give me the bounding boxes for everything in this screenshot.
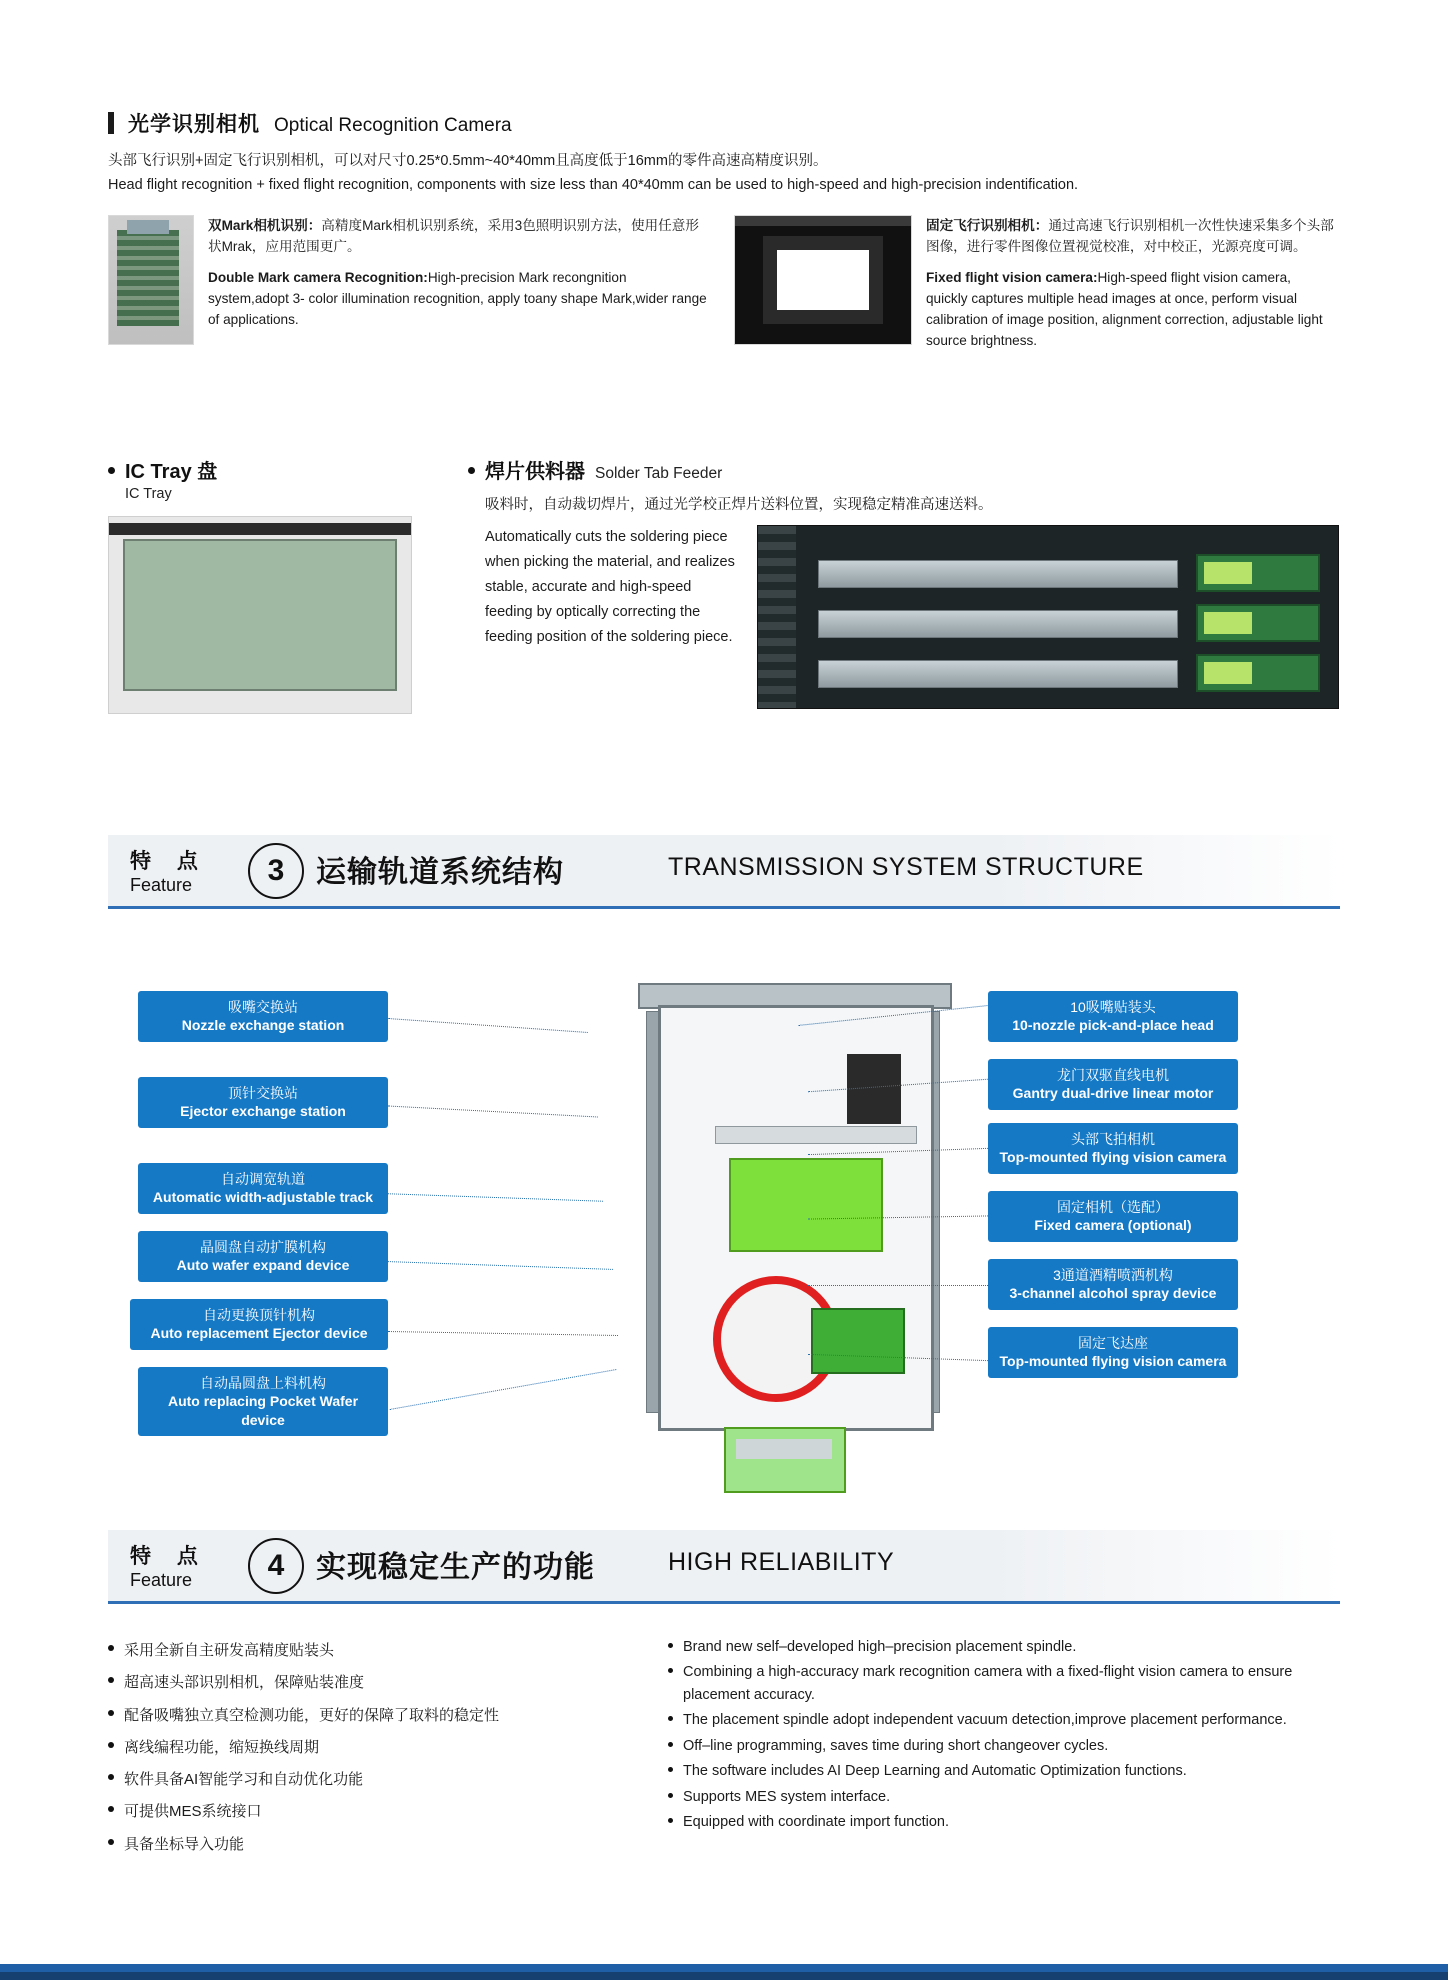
solder-tab-feeder-photo bbox=[757, 525, 1339, 709]
callout-text-en: Gantry dual-drive linear motor bbox=[1012, 1085, 1214, 1102]
list-item-text: Equipped with coordinate import function. bbox=[683, 1814, 949, 1831]
bullet-dot-icon bbox=[668, 1643, 673, 1648]
callout-text-cn: 固定相机（选配） bbox=[1057, 1199, 1169, 1215]
section-intro bbox=[108, 150, 1348, 197]
double-mark-label-en: Double Mark camera Recognition: bbox=[208, 270, 428, 286]
camera-blocks bbox=[108, 215, 1348, 351]
feeder-board bbox=[1196, 554, 1320, 592]
callout-text-en: Top-mounted flying vision camera bbox=[999, 1353, 1227, 1370]
callout-10-nozzle-head bbox=[988, 991, 1238, 1042]
callout-text-cn: 10吸嘴贴装头 bbox=[1070, 999, 1156, 1015]
tray-and-feeder-section bbox=[108, 455, 1358, 714]
feature-4-title-en: HIGH RELIABILITY bbox=[668, 1548, 895, 1576]
section-title-cn: 光学识别相机 bbox=[128, 113, 260, 136]
machine-rail-bar bbox=[715, 1126, 917, 1144]
transmission-system-diagram bbox=[108, 965, 1340, 1485]
tray-feeder-columns bbox=[108, 455, 1358, 714]
feeder-board bbox=[1196, 654, 1320, 692]
list-item-text: 超高速头部识别相机，保障贴装准度 bbox=[124, 1674, 365, 1692]
list-item bbox=[108, 1668, 648, 1697]
heading-accent-bar bbox=[108, 112, 114, 134]
callout-text-cn: 头部飞拍相机 bbox=[1071, 1131, 1155, 1147]
ic-tray-title-en: IC Tray bbox=[125, 486, 172, 502]
feature-3-title-cn: 运输轨道系统结构 bbox=[316, 856, 564, 889]
solder-feeder-heading bbox=[468, 455, 1348, 484]
fixed-flight-text-cn: 通过高速飞行识别相机一次性快速采集多个头部图像，进行零件图像位置视觉校准，对中校正，光源亮度可调。 bbox=[926, 217, 1334, 254]
list-item bbox=[108, 1733, 648, 1762]
bullet-dot-icon bbox=[108, 1710, 114, 1716]
bullet-dot-icon bbox=[668, 1793, 673, 1798]
list-item bbox=[108, 1636, 648, 1665]
feeder-board bbox=[1196, 604, 1320, 642]
bullet-dot-icon bbox=[668, 1818, 673, 1823]
ic-tray-column bbox=[108, 455, 438, 714]
ic-tray-heading bbox=[108, 455, 438, 484]
list-item-text: Combining a high-accuracy mark recognition camera with a fixed-flight vision camera to ensure placement accuracy. bbox=[683, 1664, 1293, 1703]
list-item bbox=[108, 1797, 648, 1826]
callout-text-en: 10-nozzle pick-and-place head bbox=[1012, 1017, 1214, 1034]
machine-loader-module bbox=[724, 1427, 846, 1493]
list-item bbox=[108, 1765, 648, 1794]
callout-text-cn: 自动调宽轨道 bbox=[221, 1171, 305, 1187]
feature-4-label-cn: 特 点 bbox=[130, 1545, 208, 1568]
callout-3-channel-alcohol-spray-device bbox=[988, 1259, 1238, 1310]
list-item-text: 采用全新自主研发高精度贴装头 bbox=[124, 1642, 335, 1659]
list-item bbox=[108, 1701, 648, 1730]
feature-3-label-en: Feature bbox=[130, 875, 193, 895]
bullet-dot-icon bbox=[468, 467, 475, 474]
page-footer-band bbox=[0, 1972, 1448, 1980]
intro-text-cn: 头部飞行识别+固定飞行识别相机，可以对尺寸0.25*0.5mm~40*40mm且高度低于16mm的零件高速高精度识别。 bbox=[108, 153, 828, 169]
fixed-flight-camera-text bbox=[926, 215, 1334, 351]
list-item-text: 可提供MES系统接口 bbox=[124, 1803, 262, 1821]
callout-text-cn: 顶针交换站 bbox=[228, 1085, 298, 1101]
callout-auto-replacement-ejector-device bbox=[130, 1299, 388, 1350]
callout-text-en: Nozzle exchange station bbox=[181, 1017, 345, 1034]
callout-text-cn: 吸嘴交换站 bbox=[228, 999, 298, 1015]
bullet-dot-icon bbox=[668, 1668, 673, 1673]
list-item bbox=[668, 1760, 1328, 1782]
optical-recognition-camera-section bbox=[108, 108, 1348, 351]
feature-3-banner bbox=[108, 835, 1340, 909]
machine-wafer-table bbox=[729, 1158, 883, 1252]
bullet-dot-icon bbox=[108, 1742, 114, 1748]
feature-4-rule bbox=[108, 1601, 1340, 1604]
fixed-flight-label-cn: 固定飞行识别相机： bbox=[926, 217, 1049, 233]
list-item-text: The software includes AI Deep Learning and Automatic Optimization functions. bbox=[683, 1763, 1187, 1780]
list-item bbox=[108, 1830, 648, 1859]
double-mark-camera-text bbox=[208, 215, 708, 351]
callout-ejector-exchange-station bbox=[138, 1077, 388, 1128]
callout-text-en: 3-channel alcohol spray device bbox=[1009, 1285, 1217, 1302]
list-item-text: 离线编程功能，缩短换线周期 bbox=[124, 1738, 320, 1756]
bullet-dot-icon bbox=[668, 1716, 673, 1721]
bullet-dot-icon bbox=[108, 1677, 114, 1683]
callout-text-en: Auto replacement Ejector device bbox=[150, 1325, 368, 1342]
feeder-rack-detail bbox=[758, 526, 796, 708]
bullet-dot-icon bbox=[108, 1774, 114, 1780]
solder-feeder-column bbox=[468, 455, 1348, 714]
list-item bbox=[668, 1636, 1328, 1658]
solder-feeder-title-cn: 焊片供料器 bbox=[485, 461, 585, 483]
transmission-system-machine-diagram bbox=[628, 975, 958, 1475]
callout-text-en: Auto wafer expand device bbox=[176, 1257, 350, 1274]
bullet-dot-icon bbox=[108, 1645, 114, 1651]
bullet-dot-icon bbox=[668, 1767, 673, 1772]
callout-text-en: Ejector exchange station bbox=[180, 1103, 346, 1120]
callout-text-en: Fixed camera (optional) bbox=[1034, 1217, 1192, 1234]
double-mark-label-cn: 双Mark相机识别： bbox=[208, 217, 322, 233]
double-mark-text-cn: 高精度Mark相机识别系统，采用3色照明识别方法，使用任意形状Mrak，应用范围更广。 bbox=[208, 217, 699, 254]
callout-text-cn: 晶圆盘自动扩膜机构 bbox=[200, 1239, 326, 1255]
high-reliability-lists bbox=[108, 1636, 1348, 1862]
feature-4-title-cn: 实现稳定生产的功能 bbox=[316, 1551, 595, 1584]
callout-auto-wafer-expand-device bbox=[138, 1231, 388, 1282]
list-item-text: 配备吸嘴独立真空检测功能，更好的保障了取料的稳定性 bbox=[124, 1706, 500, 1724]
leader-line bbox=[388, 1018, 588, 1033]
list-item-text: 软件具备AI智能学习和自动优化功能 bbox=[124, 1771, 364, 1788]
fixed-flight-label-en: Fixed flight vision camera: bbox=[926, 270, 1098, 286]
leader-line bbox=[388, 1261, 613, 1270]
bullet-dot-icon bbox=[108, 467, 115, 474]
section-title-en: Optical Recognition Camera bbox=[274, 115, 512, 136]
feature-3-label-cn: 特 点 bbox=[130, 850, 208, 873]
bullet-dot-icon bbox=[108, 1806, 114, 1812]
list-item bbox=[668, 1735, 1328, 1757]
section-heading bbox=[108, 108, 1348, 138]
solder-feeder-body bbox=[485, 525, 1348, 709]
callout-text-cn: 固定飞达座 bbox=[1078, 1335, 1148, 1351]
feeder-rail bbox=[818, 610, 1178, 638]
ic-tray-photo bbox=[108, 516, 412, 714]
machine-feeder-block bbox=[811, 1308, 905, 1374]
callout-fixed-camera-optional bbox=[988, 1191, 1238, 1242]
callout-text-en: Top-mounted flying vision camera bbox=[999, 1149, 1227, 1166]
fixed-flight-text-en: High-speed flight vision camera, quickly captures multiple head images at once, perform visual calibration of image position, alignment correction, adjustable light source brightness. bbox=[926, 270, 1323, 349]
feeder-rail bbox=[818, 560, 1178, 588]
list-item bbox=[668, 1786, 1328, 1808]
callout-text-cn: 龙门双驱直线电机 bbox=[1057, 1067, 1169, 1083]
callout-text-cn: 3通道酒精喷洒机构 bbox=[1053, 1267, 1173, 1283]
callout-text-en: Automatic width-adjustable track bbox=[152, 1189, 374, 1206]
list-item-text: Supports MES system interface. bbox=[683, 1788, 891, 1805]
solder-feeder-title-en: Solder Tab Feeder bbox=[595, 465, 723, 482]
feature-4-banner bbox=[108, 1530, 1340, 1604]
page-footer-bar bbox=[0, 1964, 1448, 1980]
bullet-dot-icon bbox=[668, 1742, 673, 1747]
leader-line bbox=[388, 1193, 603, 1202]
feeder-rail bbox=[818, 660, 1178, 688]
solder-feeder-text-cn: 吸料时，自动裁切焊片，通过光学校正焊片送料位置，实现稳定精准高速送料。 bbox=[485, 497, 993, 513]
double-mark-camera-photo bbox=[108, 215, 194, 345]
callout-text-en: Auto replacing Pocket Wafer device bbox=[167, 1393, 359, 1428]
callout-top-mounted-flying-vision-camera bbox=[988, 1123, 1238, 1174]
list-item bbox=[668, 1661, 1328, 1706]
list-item bbox=[668, 1709, 1328, 1731]
leader-line bbox=[390, 1369, 617, 1410]
reliability-list-cn bbox=[108, 1636, 648, 1862]
bullet-dot-icon bbox=[108, 1839, 114, 1845]
double-mark-text-en: High-precision Mark recongnition system,adopt 3- color illumination recognition, apply toany shape Mark,wider range of applications. bbox=[208, 270, 707, 328]
leader-line bbox=[388, 1331, 618, 1336]
fixed-flight-camera-block bbox=[734, 215, 1334, 351]
fixed-flight-camera-photo bbox=[734, 215, 912, 345]
intro-text-en: Head flight recognition + fixed flight recognition, components with size less than 40*40mm can be used to high-speed and high-precision indentification. bbox=[108, 177, 1079, 194]
feature-4-number: 4 bbox=[248, 1538, 304, 1594]
list-item-text: The placement spindle adopt independent vacuum detection,improve placement performance. bbox=[683, 1712, 1287, 1729]
feature-4-label-en: Feature bbox=[130, 1570, 193, 1590]
leader-line bbox=[388, 1106, 598, 1118]
callout-auto-replacing-pocket-wafer-device bbox=[138, 1367, 388, 1436]
solder-feeder-text-en: Automatically cuts the soldering piece when picking the material, and realizes stable, accurate and high-speed feeding by optically correcting the feeding position of the soldering piece. bbox=[485, 529, 735, 645]
list-item-text: Off–line programming, saves time during short changeover cycles. bbox=[683, 1737, 1109, 1754]
feature-3-number: 3 bbox=[248, 843, 304, 899]
callout-text-cn: 自动更换顶针机构 bbox=[203, 1307, 315, 1323]
list-item-text: Brand new self–developed high–precision placement spindle. bbox=[683, 1639, 1077, 1655]
feature-3-title-en: TRANSMISSION SYSTEM STRUCTURE bbox=[668, 853, 1144, 881]
callout-nozzle-exchange-station bbox=[138, 991, 388, 1042]
ic-tray-title-cn: IC Tray 盘 bbox=[125, 461, 218, 483]
callout-fixed-feeder-base bbox=[988, 1327, 1238, 1378]
callout-automatic-width-adjustable-track bbox=[138, 1163, 388, 1214]
callout-gantry-dual-drive-linear-motor bbox=[988, 1059, 1238, 1110]
feature-3-rule bbox=[108, 906, 1340, 909]
callout-text-cn: 自动晶圆盘上料机构 bbox=[200, 1375, 326, 1391]
reliability-list-en bbox=[668, 1636, 1328, 1862]
leader-line bbox=[808, 1285, 988, 1286]
list-item-text: 具备坐标导入功能 bbox=[124, 1835, 245, 1853]
list-item bbox=[668, 1811, 1328, 1833]
double-mark-camera-block bbox=[108, 215, 708, 351]
